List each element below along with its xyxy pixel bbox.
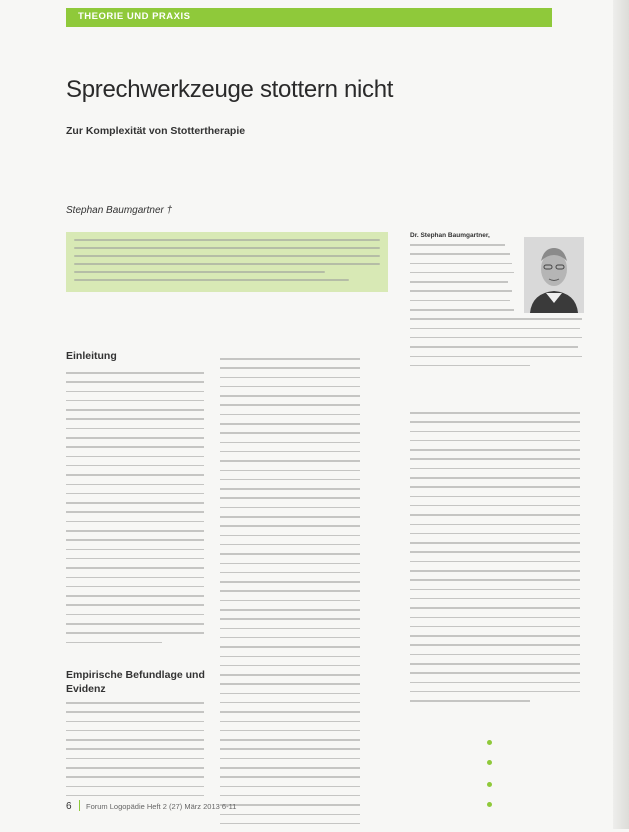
article-title: Sprechwerkzeuge stottern nicht (66, 76, 394, 103)
footer-journal-info: Forum Logopädie Heft 2 (27) März 2013 6-11 (86, 802, 237, 811)
section-label: THEORIE UND PRAXIS (78, 11, 191, 22)
page-edge-shadow (613, 0, 629, 829)
footer-divider (79, 800, 80, 811)
abstract-text (74, 239, 380, 281)
bullet-marker (487, 782, 492, 787)
bullet-marker (487, 740, 492, 745)
middle-column-text (220, 358, 360, 832)
abstract-box (66, 232, 388, 292)
author-bio (410, 244, 582, 374)
introduction-text (66, 372, 204, 651)
article-subtitle: Zur Komplexität von Stottertherapie (66, 125, 246, 137)
section-header-bar (66, 8, 552, 27)
section-heading-evidence: Empirische Befundlage und Evidenz (66, 669, 205, 695)
evidence-text (66, 702, 204, 804)
section-heading-introduction: Einleitung (66, 350, 117, 362)
article-author: Stephan Baumgartner † (66, 205, 173, 216)
bullet-marker (487, 802, 492, 807)
right-column-text (410, 412, 580, 710)
bullet-marker (487, 760, 492, 765)
page-number: 6 (66, 801, 72, 812)
author-box-name: Dr. Stephan Baumgartner, (410, 232, 490, 239)
